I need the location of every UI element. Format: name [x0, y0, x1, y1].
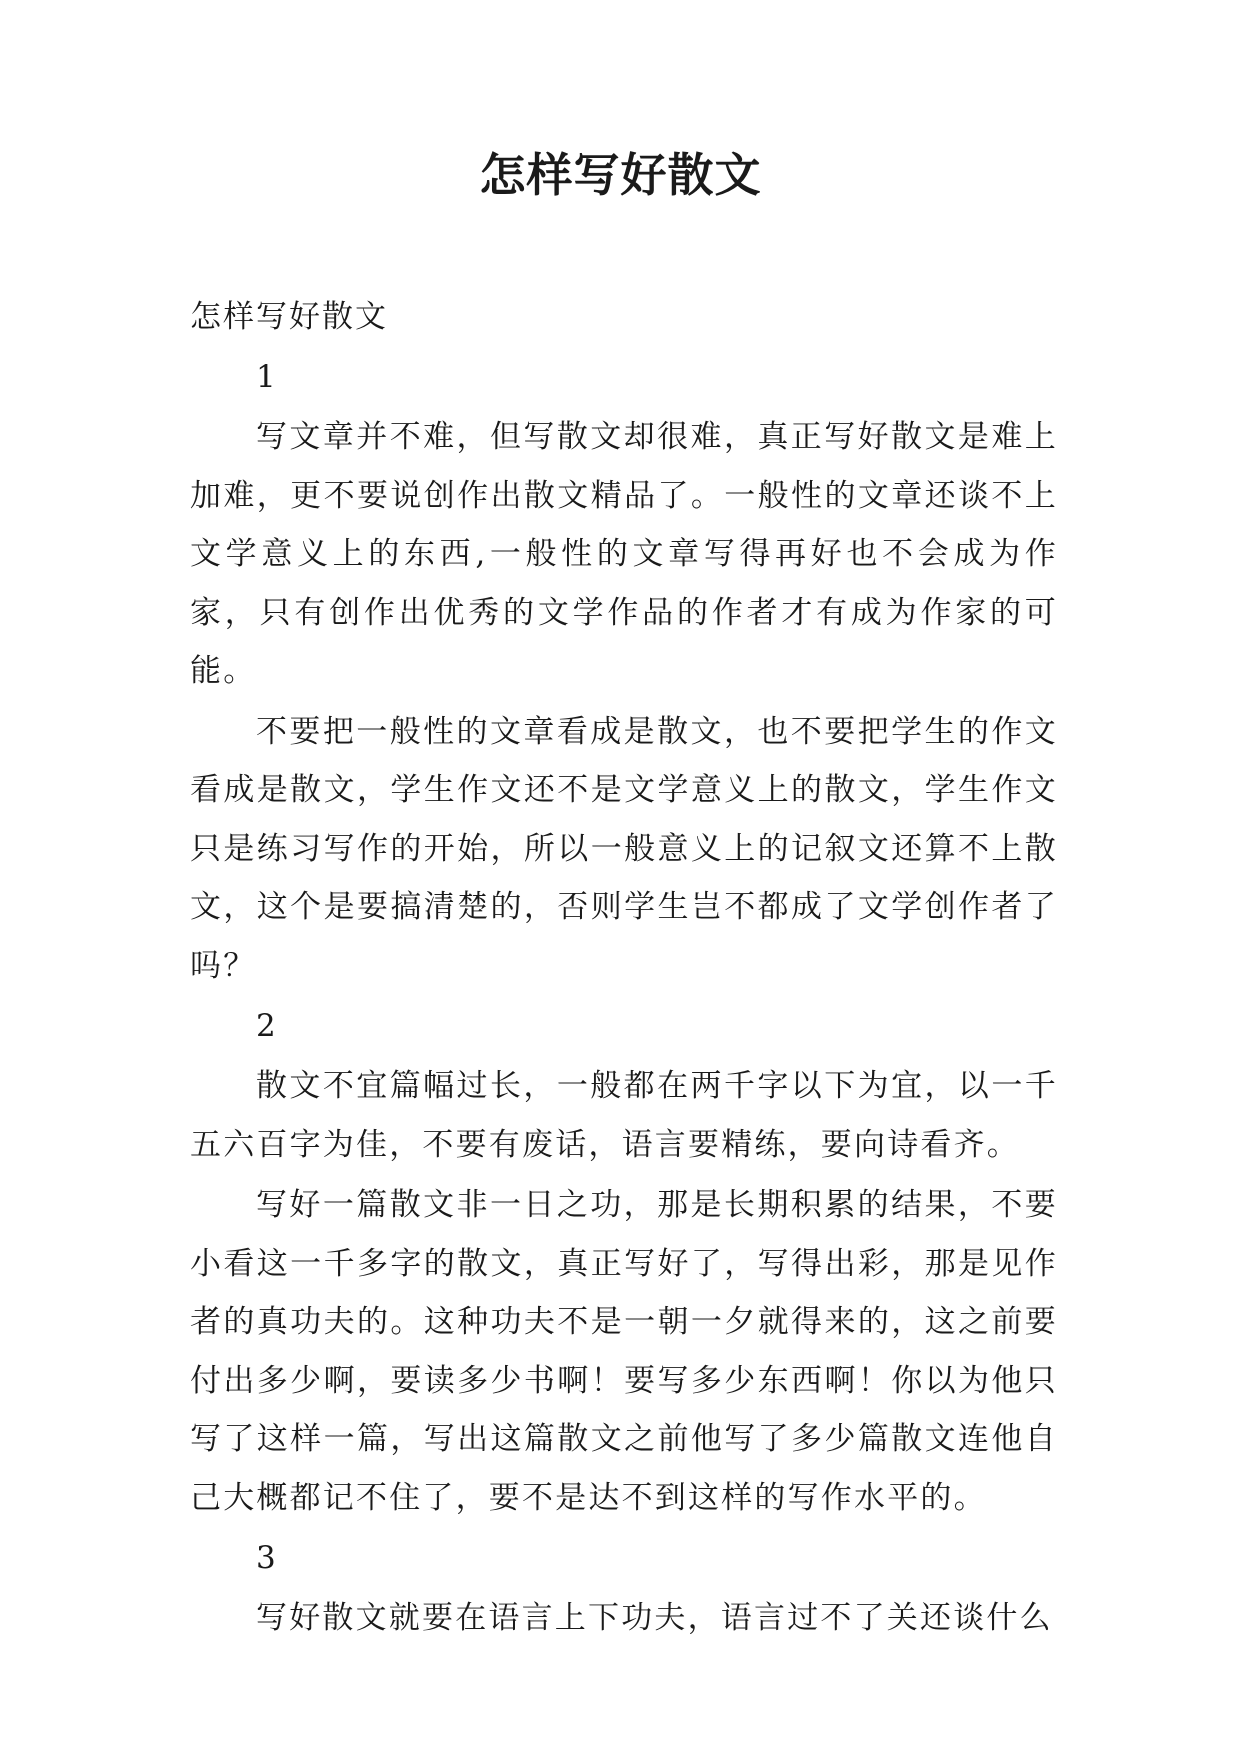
document-subtitle: 怎样写好散文	[190, 299, 388, 335]
paragraph: 写好散文就要在语言上下功夫，语言过不了关还谈什么	[256, 1600, 1053, 1636]
paragraph: 不要把一般性的文章看成是散文，也不要把学生的作文看成是散文，学生作文还不是文学意义上的散文，学生作文只是练习写作的开始，所以一般意义上的记叙文还算不上散文，这个是要搞清楚的，否则学生岂不都成了文学创作者了吗？	[190, 713, 1058, 984]
paragraph: 写好一篇散文非一日之功，那是长期积累的结果，不要小看这一千多字的散文，真正写好了，写得出彩，那是见作者的真功夫的。这种功夫不是一朝一夕就得来的，这之前要付出多少啊，要读多少书啊！要写多少东西啊！你以为他只写了这样一篇，写出这篇散文之前他写了多少篇散文连他自己大概都记不住了，要不是达不到这样的写作水平的。	[190, 1187, 1058, 1516]
section-number: 3	[256, 1540, 276, 1576]
document-body	[190, 288, 1058, 1648]
section-number: 1	[256, 359, 276, 395]
section-number: 2	[256, 1008, 276, 1044]
paragraph: 散文不宜篇幅过长，一般都在两千字以下为宜，以一千五六百字为佳，不要有废话，语言要精练，要向诗看齐。	[190, 1068, 1058, 1163]
document-title: 怎样写好散文	[479, 148, 762, 202]
paragraph: 写文章并不难，但写散文却很难，真正写好散文是难上加难，更不要说创作出散文精品了。一般性的文章还谈不上文学意义上的东西,一般性的文章写得再好也不会成为作家，只有创作出优秀的文学作品的作者才有成为作家的可能。	[190, 419, 1058, 689]
